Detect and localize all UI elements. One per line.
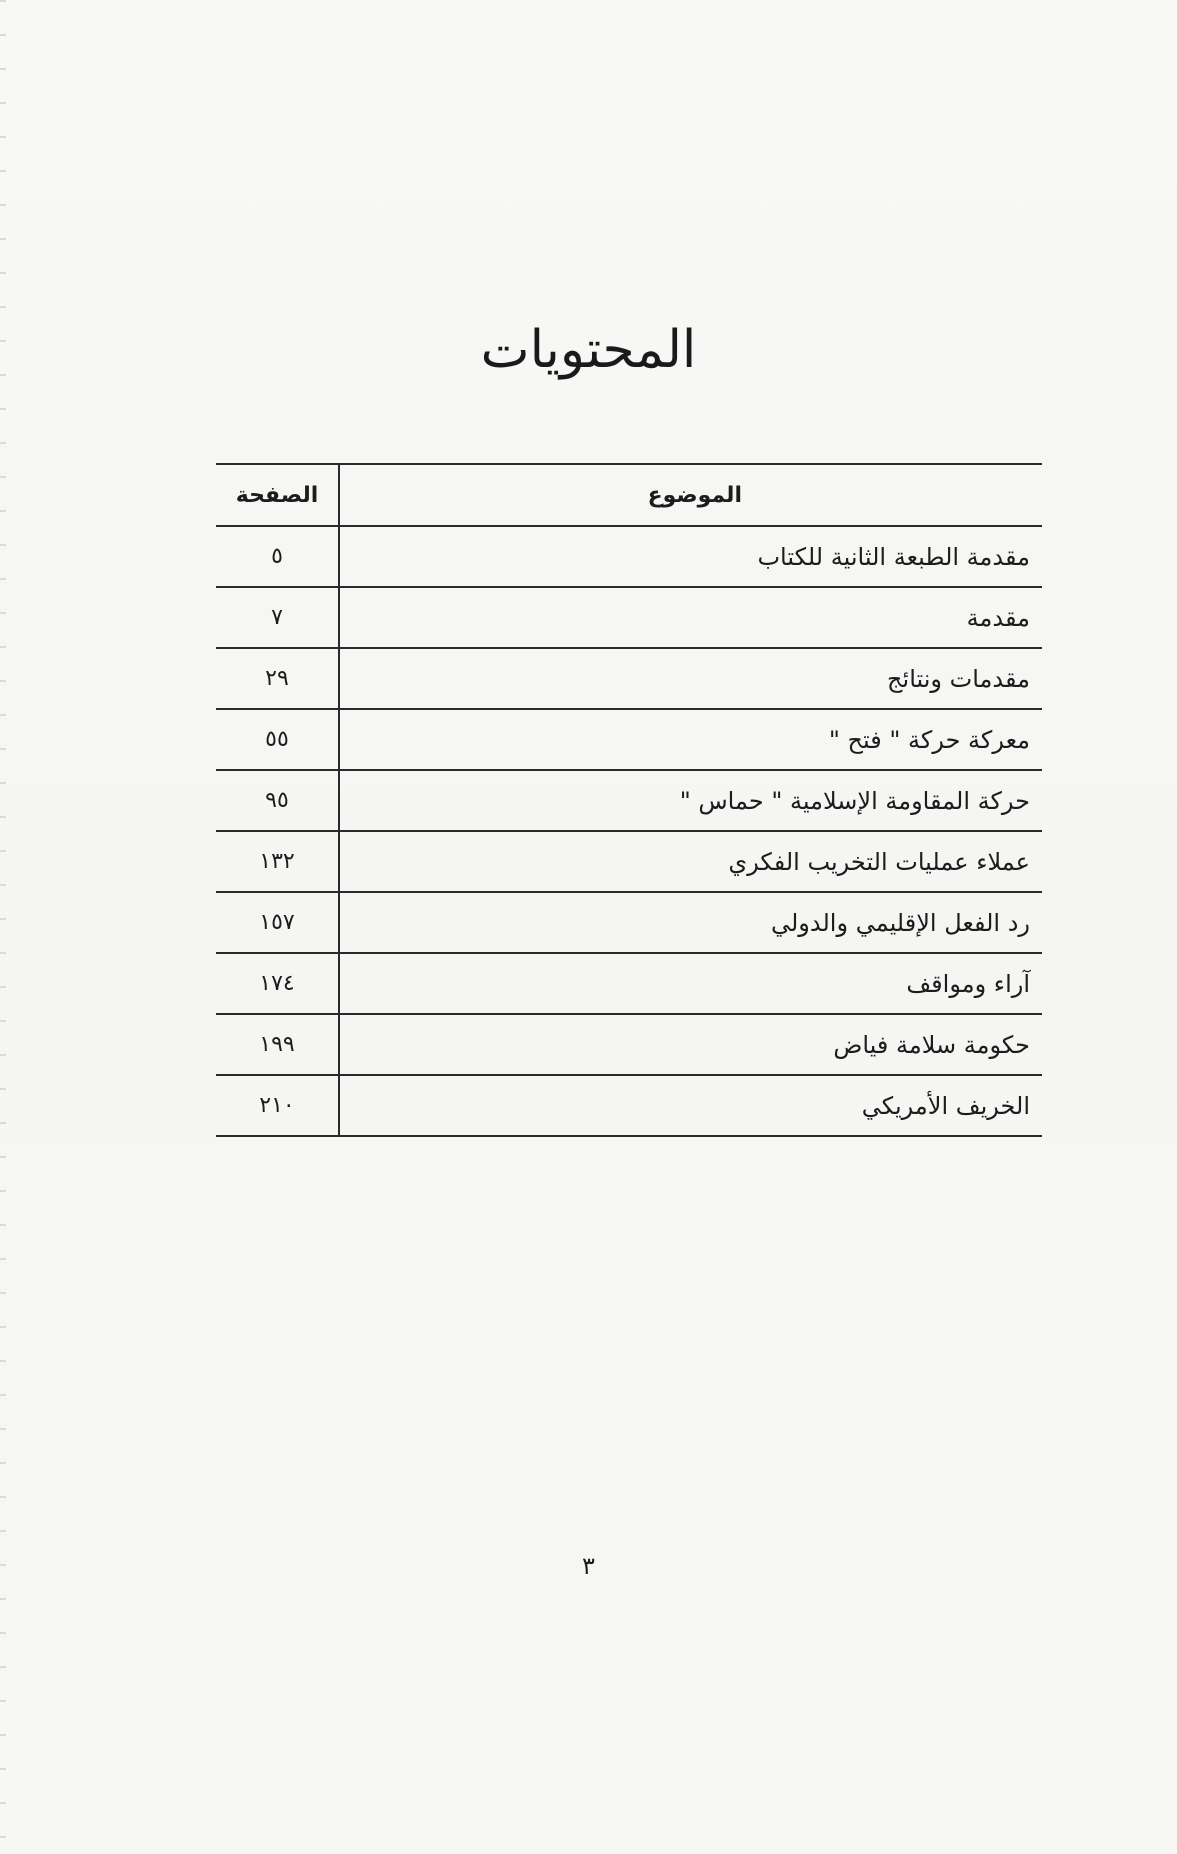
row-topic: مقدمة الطبعة الثانية للكتاب	[339, 526, 1042, 587]
row-page: ١٥٧	[216, 892, 339, 953]
row-page: ٥٥	[216, 709, 339, 770]
row-topic: حكومة سلامة فياض	[339, 1014, 1042, 1075]
row-topic: مقدمات ونتائج	[339, 648, 1042, 709]
table-row	[216, 892, 1042, 953]
row-page: ٧	[216, 587, 339, 648]
contents-table	[216, 463, 1042, 1137]
table-row	[216, 709, 1042, 770]
table-row	[216, 526, 1042, 587]
page-number: ٣	[582, 1552, 595, 1580]
table-row	[216, 587, 1042, 648]
page-title: المحتويات	[480, 320, 697, 380]
row-page: ١٧٤	[216, 953, 339, 1014]
row-page: ١٣٢	[216, 831, 339, 892]
table-row	[216, 1075, 1042, 1136]
row-page: ٥	[216, 526, 339, 587]
table-row	[216, 770, 1042, 831]
row-page: ٩٥	[216, 770, 339, 831]
header-topic: الموضوع	[339, 464, 1042, 526]
table-row	[216, 953, 1042, 1014]
row-topic: آراء ومواقف	[339, 953, 1042, 1014]
row-topic: الخريف الأمريكي	[339, 1075, 1042, 1136]
row-topic: حركة المقاومة الإسلامية " حماس "	[339, 770, 1042, 831]
row-topic: معركة حركة " فتح "	[339, 709, 1042, 770]
table-header-row	[216, 464, 1042, 526]
row-page: ٢١٠	[216, 1075, 339, 1136]
row-topic: رد الفعل الإقليمي والدولي	[339, 892, 1042, 953]
header-page: الصفحة	[216, 464, 339, 526]
row-topic: مقدمة	[339, 587, 1042, 648]
row-page: ١٩٩	[216, 1014, 339, 1075]
row-topic: عملاء عمليات التخريب الفكري	[339, 831, 1042, 892]
table-row	[216, 1014, 1042, 1075]
row-page: ٢٩	[216, 648, 339, 709]
table-row	[216, 831, 1042, 892]
table-row	[216, 648, 1042, 709]
